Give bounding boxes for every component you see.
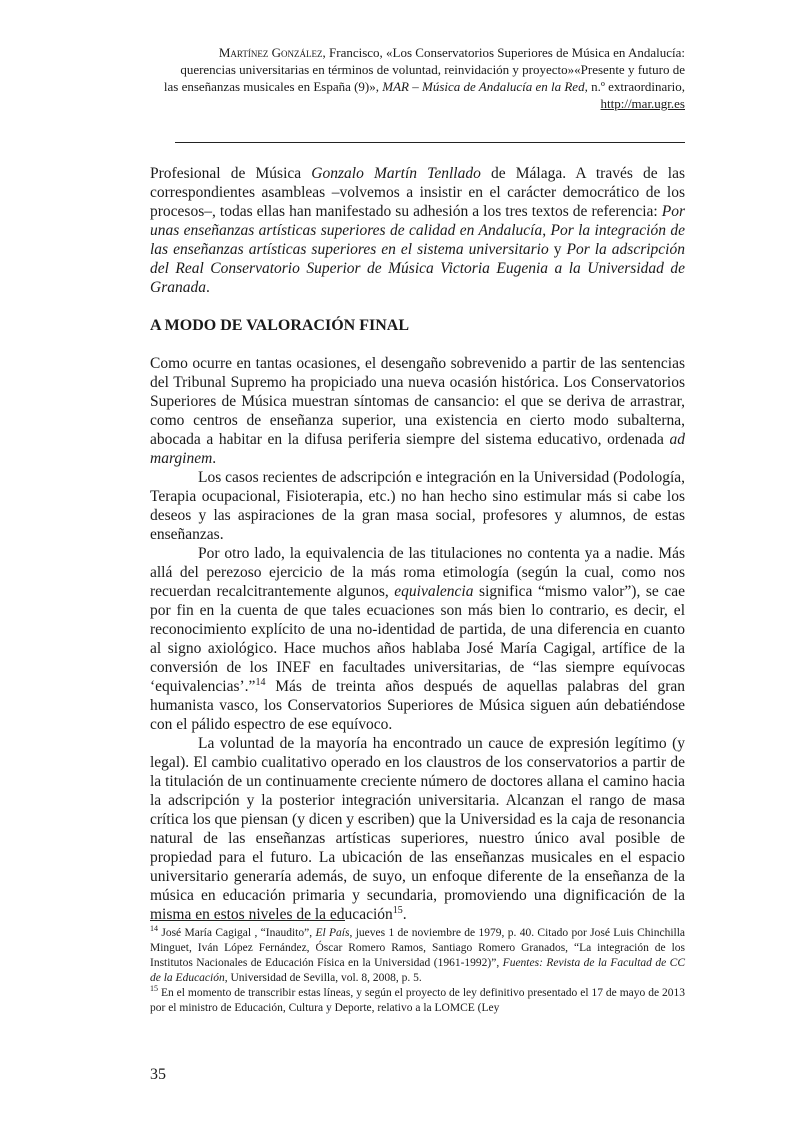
header-issue: n.º extraordinario,: [587, 79, 685, 94]
footnote-number: 14: [150, 924, 158, 934]
paragraph-2: [150, 354, 685, 468]
person-name: Gonzalo Martín Tenllado: [311, 165, 481, 182]
text-run: .: [205, 279, 210, 296]
text-run: Como ocurre en tantas ocasiones, el desengaño sobrevenido a partir de las sentencias del Tribunal Supremo ha propiciado una nueva ocasión histórica. Los Conservatorios Superiores de Música muestran síntomas de cansancio: el que se deriva de arrastrar, como centros de enseñanza superior, una existencia en cierto modo subalterna, abocada a habitar en la difusa periferia siempre del sistema educativo, ordenada: [150, 355, 685, 448]
footnotes: [150, 926, 685, 1016]
spacer: [150, 297, 685, 316]
header-line3: las enseñanzas musicales en España (9)»,: [163, 79, 383, 94]
paragraph-1: [150, 164, 685, 297]
text-run: , jueves 1 de noviembre de 1979, p. 40. Citado por José Luis Chinchilla Minguet, Iván López Fernández, Óscar Romero Ramos, Santiago Romero Granados, “La integración de los Institutos Nacionales de Educación Física en la Universidad (1961-1992)”,: [150, 927, 686, 969]
paragraph-4: [150, 544, 685, 734]
footnote-number: 15: [150, 984, 158, 994]
footnote-ref-15[interactable]: 15: [392, 904, 403, 916]
running-header: [150, 44, 685, 112]
text-run: .: [212, 450, 217, 467]
header-author: Martínez González: [218, 45, 323, 60]
header-journal: MAR – Música de Andalucía en la Red,: [382, 79, 588, 94]
text-run: Profesional de Música: [150, 165, 312, 182]
paragraph-3: Los casos recientes de adscripción e integración en la Universidad (Podología, Terapia ocupacional, Fisioterapia, etc.) no han hecho sino estimular más si cabe los deseos y las aspiraciones de la gran masa social, profesores y alumnos, de estas enseñanzas.: [150, 469, 685, 543]
emphasized-term: equivalencia: [394, 583, 474, 600]
latin-phrase: ad marginem: [150, 431, 685, 467]
header-line1: , Francisco, «Los Conservatorios Superiores de Música en Andalucía:: [322, 45, 685, 60]
reference-title-1: Por unas enseñanzas artísticas superiores de calidad en Andalucía: [150, 203, 685, 239]
page-number: 35: [150, 1066, 166, 1083]
text-run: ,: [542, 222, 551, 239]
section-heading: A MODO DE VALORACIÓN FINAL: [150, 317, 409, 334]
text-run: , Universidad de Sevilla, vol. 8, 2008, p. 5.: [224, 972, 422, 984]
text-run: de Málaga. A través de las correspondientes asambleas –volvemos a insistir en el carácter democrático de los procesos–, todas ellas han manifestado su adhesión a los tres textos de referencia:: [150, 165, 686, 220]
header-url-link[interactable]: http://mar.ugr.es: [600, 96, 685, 111]
text-run: José María Cagigal , “Inaudito”,: [158, 927, 316, 939]
footnote-14: [150, 926, 685, 986]
text-run: Más de treinta años después de aquellas palabras del gran humanista vasco, los Conservatorios Superiores de Música siguen aún debatiéndose con el pálido espectro de ese equívoco.: [150, 678, 685, 733]
header-divider: [175, 142, 685, 143]
footnote-ref-14[interactable]: 14: [255, 676, 266, 688]
footnote-15: [150, 986, 685, 1016]
paragraph-5: [150, 734, 685, 924]
journal-title: Fuentes: Revista de la Facultad de CC de la Educación: [150, 957, 685, 984]
newspaper-title: El País: [315, 927, 350, 939]
footnote-divider: [150, 920, 345, 921]
text-run: y: [548, 241, 567, 258]
text-run: .: [402, 906, 407, 923]
text-run: En el momento de transcribir estas líneas, y según el proyecto de ley definitivo presentado el 17 de mayo de 2013 por el ministro de Educación, Cultura y Deporte, relativo a la LOMCE (Ley: [150, 987, 685, 1014]
reference-title-3: Por la adscripción del Real Conservatorio Superior de Música Victoria Eugenia a la Universidad de Granada: [150, 241, 685, 296]
text-run: Por otro lado, la equivalencia de las titulaciones no contenta ya a nadie. Más allá del perezoso ejercicio de la más roma etimología (según la cual, como nos recuerdan recalcitrantemente algunos,: [150, 545, 685, 600]
header-line2: querencias universitarias en términos de voluntad, reinvidación y proyecto»«Presente y futuro de: [180, 62, 685, 77]
text-run: significa “mismo valor”), se cae por fin en la cuenta de que tales ecuaciones son más bien lo contrario, es decir, el reconocimiento explícito de una no-identidad de partida, de una diferencia en cuanto al signo axiológico. Hace muchos años hablaba José María Cagigal, artífice de la conversión de los INEF en facultades universitarias, de “las siempre equívocas ‘equivalencias’.”: [150, 583, 685, 695]
reference-title-2: Por la integración de las enseñanzas artísticas superiores en el sistema universitario: [150, 222, 685, 258]
main-text: [150, 164, 685, 924]
spacer: [150, 335, 685, 354]
text-run: La voluntad de la mayoría ha encontrado un cauce de expresión legítimo (y legal). El cambio cualitativo operado en los claustros de los conservatorios a partir de la titulación de un continuamente creciente número de doctores allana el camino hacia la adscripción y la posterior integración universitaria. Alcanzan el rango de masa crítica los que piensan (y dicen y escriben) que la Universidad es la caja de resonancia natural de las enseñanzas artísticas superiores, nuestro único aval posible de propiedad para el futuro. La ubicación de las enseñanzas musicales en el espacio universitario generaría además, de suyo, un enfoque diferente de la enseñanza de la música en educación primaria y secundaria, promoviendo una dignificación de la misma en estos niveles de la educación: [150, 735, 685, 923]
